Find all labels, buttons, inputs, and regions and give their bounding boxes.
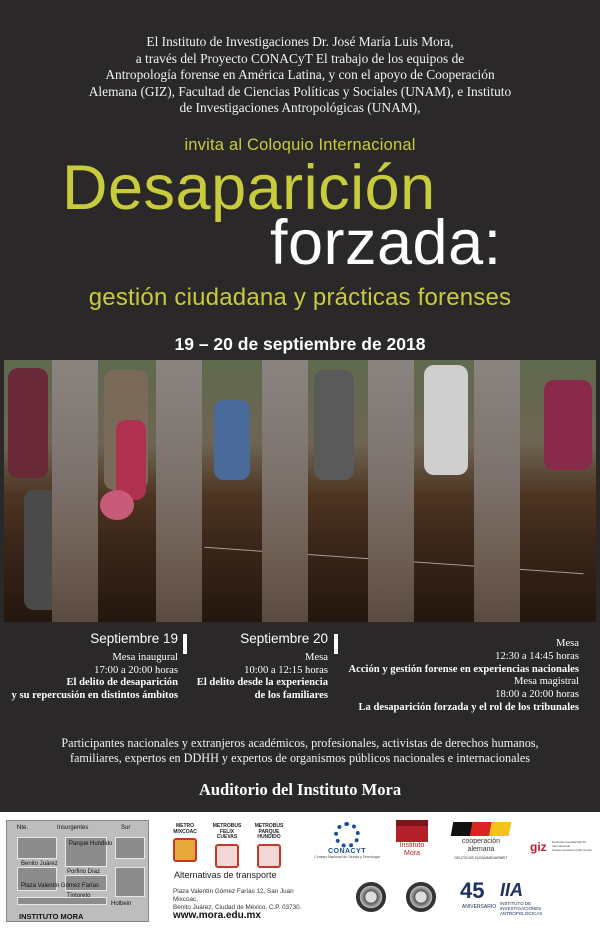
intro-line: Alemana (GIZ), Facultad de Ciencias Políticas y Sociales (UNAM), e Instituto: [88, 83, 512, 99]
schedule-day2: [188, 633, 328, 703]
map-label: Sur: [121, 825, 131, 831]
location-map: [6, 820, 149, 922]
mora-line1: Instituto: [399, 842, 425, 849]
coop-line1: cooperación: [461, 838, 501, 845]
map-caption: INSTITUTO MORA: [19, 912, 84, 921]
transport-metrobus-parque: [252, 824, 286, 868]
photo-figure: [314, 370, 354, 480]
day2b-title: Acción y gestión forense en experiencias nacionales: [348, 663, 579, 675]
address-line: Benito Juárez, Ciudad de México, C.P. 03730.: [173, 904, 302, 911]
photo-blur-strip: [474, 360, 520, 622]
invite-text: invita al Coloquio Internacional: [184, 136, 416, 154]
metro-icon: [173, 838, 197, 862]
day1-session-type: Mesa inaugural: [112, 651, 178, 663]
photo-figure: [544, 380, 592, 470]
map-block: [17, 837, 57, 859]
map-block: [17, 897, 107, 905]
day1-marker: [183, 634, 187, 654]
excavation-photo: [4, 360, 596, 622]
photo-figure: [8, 368, 48, 478]
address-line: Plaza Valentín Gómez Farías 12, San Juan Mixcoac,: [173, 888, 294, 903]
event-dates: 19 – 20 de septiembre de 2018: [174, 334, 426, 354]
fcpys-seal-icon: [406, 882, 436, 912]
map-block: [115, 837, 145, 859]
day1-label: Septiembre 19: [90, 631, 178, 646]
photo-blur-strip: [52, 360, 98, 622]
coop-line2: alemana: [467, 846, 495, 853]
iia-logo: [500, 880, 580, 916]
day1-title: El delito de desaparición: [66, 677, 178, 689]
schedule-day1: [8, 633, 178, 703]
iia-subtitle: INSTITUTO DE INVESTIGACIONES ANTROPOLÓGICAS: [500, 901, 543, 916]
day2b-session-type: Mesa: [556, 638, 579, 649]
day2b-time: 12:30 a 14:45 horas: [495, 650, 579, 662]
participants-text: [30, 736, 570, 766]
day2b-title2: La desaparición forzada y el rol de los tribunales: [358, 701, 579, 713]
mora-building-icon: [396, 820, 428, 842]
photo-blur-strip: [368, 360, 414, 622]
photo-blur-strip: [262, 360, 308, 622]
giz-name: giz: [530, 840, 547, 854]
anniversary-logo: [460, 878, 498, 910]
title-line-1: Desaparición: [62, 153, 436, 223]
giz-subtitle: Deutsche Gesellschaft für Internationale Zusammenarbeit (GIZ) GmbH: [552, 840, 592, 852]
title-line-2: forzada:: [270, 208, 502, 278]
map-label: Plaza Valentín Gómez Farías: [21, 883, 99, 889]
instituto-mora-logo: [388, 820, 436, 858]
cooperacion-alemana-logo: [446, 822, 516, 862]
anniversary-number: 45: [460, 878, 485, 903]
day2b-time2: 18:00 a 20:00 horas: [495, 689, 579, 701]
photo-figure: [100, 490, 134, 520]
intro-line: El Instituto de Investigaciones Dr. José María Luis Mora,: [146, 34, 454, 49]
photo-blur-strip: [156, 360, 202, 622]
day1-title: y su repercusión en distintos ámbitos: [11, 690, 178, 702]
map-label: Porfirio Díaz: [67, 869, 101, 875]
intro-line: de Investigaciones Antropológicas (UNAM),: [179, 100, 421, 116]
iia-name: IIA: [500, 880, 524, 900]
address: [173, 888, 303, 912]
footer: [0, 812, 600, 928]
day2-label: Septiembre 20: [240, 631, 328, 646]
conacyt-subtitle: Consejo Nacional de Ciencia y Tecnología: [314, 855, 380, 859]
transport-metro-mixcoac: [168, 824, 202, 862]
unam-seal-icon: [356, 882, 386, 912]
day2b-session2-type: Mesa magistral: [513, 676, 579, 688]
map-label: Benito Juárez: [21, 861, 58, 867]
metrobus-icon: [215, 844, 239, 868]
flag-icon: [451, 822, 511, 836]
conacyt-logo: [314, 822, 380, 859]
map-label: Nte.: [17, 825, 29, 831]
transport-label: METROBUS PARQUE HUNDIDO: [254, 823, 284, 840]
day2-time: 10:00 a 12:15 horas: [244, 664, 328, 676]
intro-text: [30, 34, 570, 117]
photo-figure: [116, 420, 146, 500]
conacyt-ring-icon: [334, 822, 360, 848]
intro-line: Antropología forense en América Latina, y con el apoyo de Cooperación: [105, 67, 495, 83]
map-label: Insurgentes: [57, 825, 89, 831]
photo-figure: [424, 365, 468, 475]
coop-line3: DEUTSCHE ZUSAMMENARBEIT: [454, 856, 508, 860]
mora-line2: Mora: [404, 850, 420, 857]
day2-title: de los familiares: [254, 690, 328, 702]
transport-caption: Alternativas de transporte: [174, 870, 277, 880]
website-link[interactable]: www.mora.edu.mx: [173, 910, 261, 921]
photo-figure: [214, 400, 250, 480]
venue: Auditorio del Instituto Mora: [198, 780, 402, 799]
map-label: Tintoreto: [67, 893, 91, 899]
day1-time: 17:00 a 20:00 horas: [94, 664, 178, 676]
transport-label: METROBUS FELIX CUEVAS: [212, 823, 242, 840]
participants-line: familiares, expertos en DDHH y expertos de organismos públicos nacionales e internacionales: [69, 751, 531, 765]
subtitle: gestión ciudadana y prácticas forenses: [88, 284, 512, 311]
metrobus-icon: [257, 844, 281, 868]
map-label: Parque Hundido: [69, 841, 113, 847]
participants-line: Participantes nacionales y extranjeros académicos, profesionales, activistas de derechos humanos,: [61, 736, 539, 750]
map-label: Holbein: [111, 901, 132, 907]
transport-label: METRO MIXCOAC: [173, 823, 197, 835]
giz-logo: [530, 838, 594, 856]
conacyt-name: CONACYT: [327, 848, 367, 855]
day2-session-type: Mesa: [305, 651, 328, 663]
transport-metrobus-felix: [210, 824, 244, 868]
anniversary-label: ANIVERSARIO: [461, 904, 497, 910]
schedule-day2-afternoon: [334, 638, 579, 715]
day2-title: El delito desde la experiencia: [196, 677, 328, 689]
intro-line: a través del Proyecto CONACyT El trabajo de los equipos de: [135, 50, 465, 66]
map-block: [115, 867, 145, 897]
